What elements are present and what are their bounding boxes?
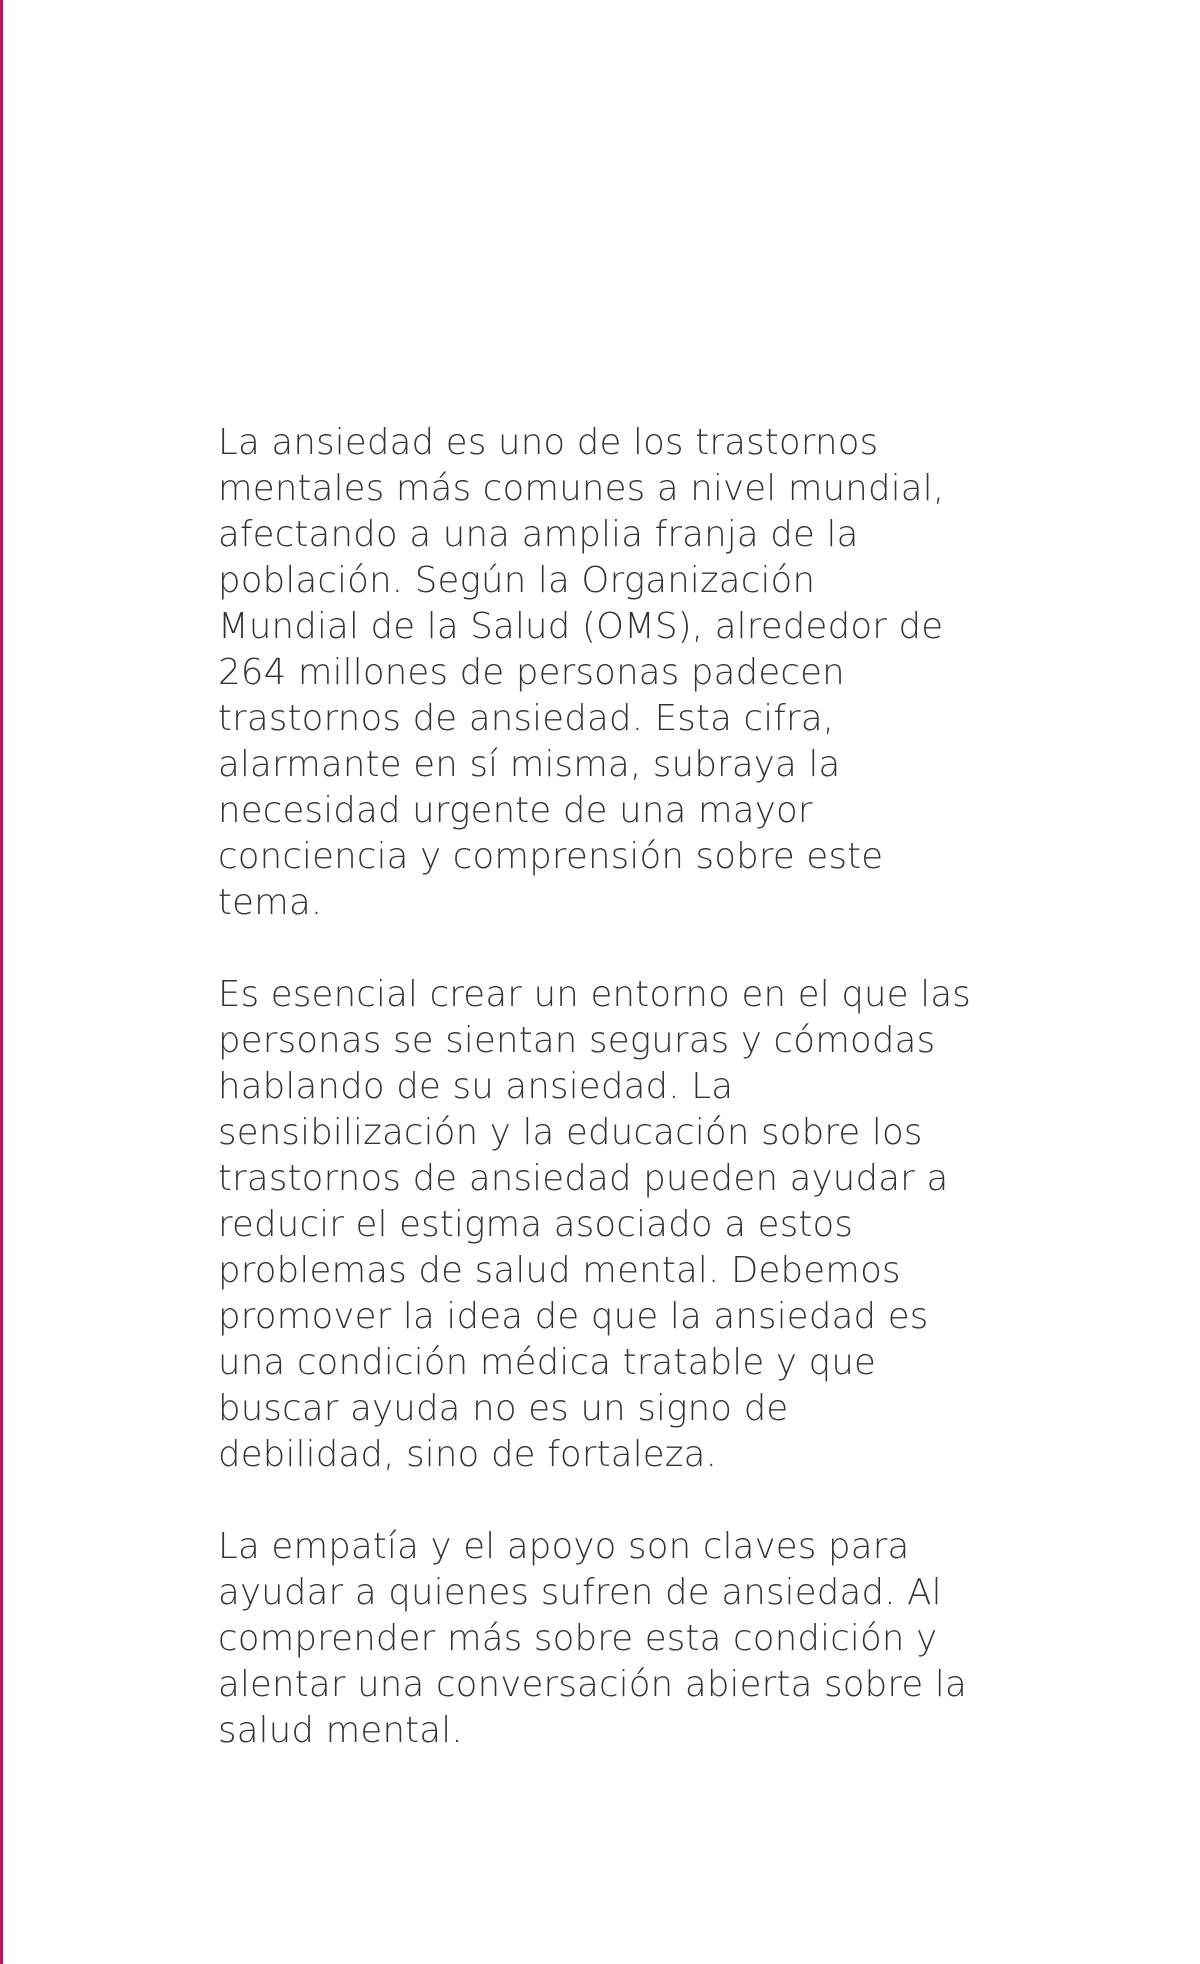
body-text-column (218, 420, 1018, 1754)
accent-edge-line (0, 0, 3, 1964)
paragraph-anxiety-prevalence: La ansiedad es uno de los trastornos mentales más comunes a nivel mundial, afectando a una amplia franja de la población. Según la Organización Mundial de la Salud (OMS), alrededor de 264 millones de personas padecen trastornos de ansiedad. Esta cifra, alarmante en sí misma, subraya la necesidad urgente de una mayor conciencia y comprensión sobre este tema. (218, 422, 945, 923)
paragraph-safe-environment: Es esencial crear un entorno en el que las personas se sientan seguras y cómodas hablando de su ansiedad. La sensibilización y la educación sobre los trastornos de ansiedad pueden ayudar a reducir el estigma asociado a estos problemas de salud mental. Debemos promover la idea de que la ansiedad es una condición médica tratable y que buscar ayuda no es un signo de debilidad, sino de fortaleza. (218, 974, 971, 1475)
paragraph-empathy-support: La empatía y el apoyo son claves para ayudar a quienes sufren de ansiedad. Al comprender más sobre esta condición y alentar una conversación abierta sobre la salud mental. (218, 1526, 967, 1751)
